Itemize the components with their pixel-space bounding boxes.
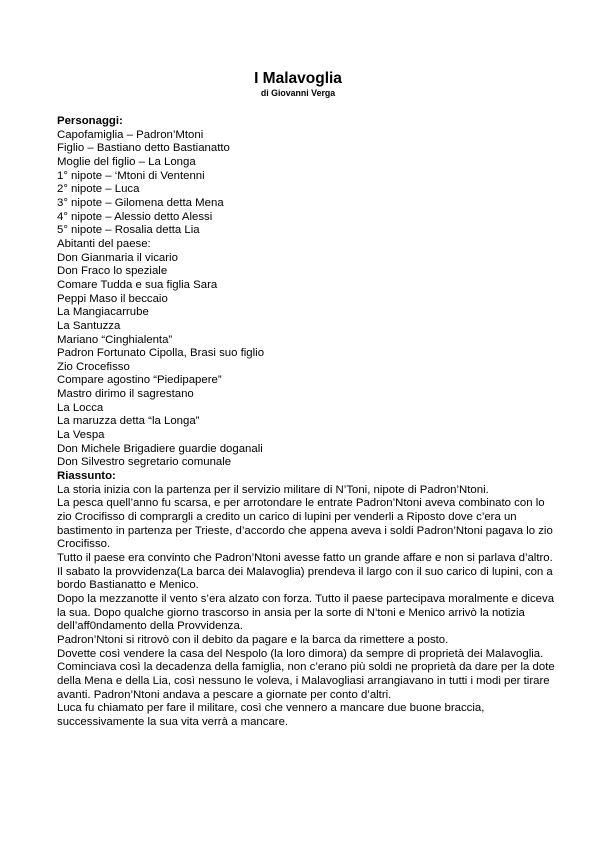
summary-paragraph: La pesca quell’anno fu scarsa, e per arrotondare le entrate Padron’Ntoni aveva combinato con lo zio Crocifisso di comprargli a credito un carico di lupini per venderli a Riposto dove c’era un bastimento in partenza per Trieste, d’accordo che appena aveva i soldi Padron’Ntoni pagava lo zio Crocifisso.	[57, 497, 553, 551]
summary-heading: Riassunto:	[57, 470, 116, 483]
title-block	[0, 70, 596, 98]
document-title: I Malavoglia	[254, 70, 342, 87]
summary-paragraph: Tutto il paese era convinto che Padron’Ntoni avesse fatto un grande affare e non si parlava d’altro.	[57, 552, 553, 564]
character-line: 1° nipote – ‘Mtoni di Ventenni	[57, 169, 205, 182]
character-line: La Mangiacarrube	[57, 306, 149, 319]
summary-paragraph: La storia inizia con la partenza per il servizio militare di N’Toni, nipote di Padron’Ntoni.	[57, 483, 489, 496]
character-line: Don Michele Brigadiere guardie doganali	[57, 442, 263, 455]
summary-paragraph: Il sabato la provvidenza(La barca dei Malavoglia) prendeva il largo con il suo carico di lupini, con a bordo Bastianatto e Menico.	[57, 565, 553, 592]
character-line: 4° nipote – Alessio detto Alessi	[57, 210, 213, 223]
character-line: Don Gianmaria il vicario	[57, 251, 178, 264]
character-line: Mastro dirimo il sagrestano	[57, 388, 194, 401]
character-line: Zio Crocefisso	[57, 360, 130, 373]
character-line: Padron Fortunato Cipolla, Brasi suo figlio	[57, 347, 265, 360]
character-line: La Vespa	[57, 429, 105, 442]
character-line: La Locca	[57, 401, 104, 414]
document-author: di Giovanni Verga	[260, 88, 336, 98]
document-body	[57, 115, 557, 730]
character-line: Compare agostino “Piedipapere”	[57, 374, 222, 387]
character-line: Moglie del figlio – La Longa	[57, 155, 196, 168]
character-line: Don Fraco lo speziale	[57, 265, 168, 278]
character-line: Abitanti del paese:	[57, 237, 151, 250]
summary-text	[57, 484, 557, 730]
character-line: Don Silvestro segretario comunale	[57, 456, 232, 469]
character-line: La maruzza detta “la Longa”	[57, 415, 200, 428]
character-line: 2° nipote – Luca	[57, 183, 140, 196]
characters-heading: Personaggi:	[57, 115, 123, 127]
character-line: Peppi Maso il beccaio	[57, 292, 168, 305]
character-line: Mariano “Cinghialenta”	[57, 333, 173, 346]
summary-paragraph: Dovette così vendere la casa del Nespolo (la loro dimora) da sempre di proprietà dei Malavoglia. Cominciava così la decadenza della famiglia, non c’erano più soldi ne proprietà da dare per la dote della Mena e della Lia, così nessuno le voleva, i Malavogliasi arrangiavano in tutti i modi per tirare avanti. Padron’Ntoni andava a pescare a giornate per conto d’altri.	[57, 647, 555, 701]
character-line: Comare Tudda e sua figlia Sara	[57, 278, 218, 291]
summary-paragraph: Luca fu chiamato per fare il militare, così che vennero a mancare due buone braccia, successivamente la sua vita verrà a mancare.	[57, 702, 485, 728]
character-line: 3° nipote – Gilomena detta Mena	[57, 196, 224, 209]
character-line: Figlio – Bastiano detto Bastianatto	[57, 142, 230, 155]
summary-paragraph: Dopo la mezzanotte il vento s’era alzato con forza. Tutto il paese partecipava moralmente e diceva la sua. Dopo qualche giorno trascorso in ansia per la sorte di N’toni e Menico arrivò la notizia dell’aff0ndamento della Provvidenza.	[57, 592, 555, 633]
character-line: 5° nipote – Rosalia detta Lia	[57, 224, 200, 237]
summary-paragraph: Padron’Ntoni si ritrovò con il debito da pagare e la barca da rimettere a posto.	[57, 633, 449, 646]
characters-list	[57, 129, 557, 470]
character-line: Capofamiglia – Padron’Mtoni	[57, 128, 204, 141]
character-line: La Santuzza	[57, 319, 121, 332]
